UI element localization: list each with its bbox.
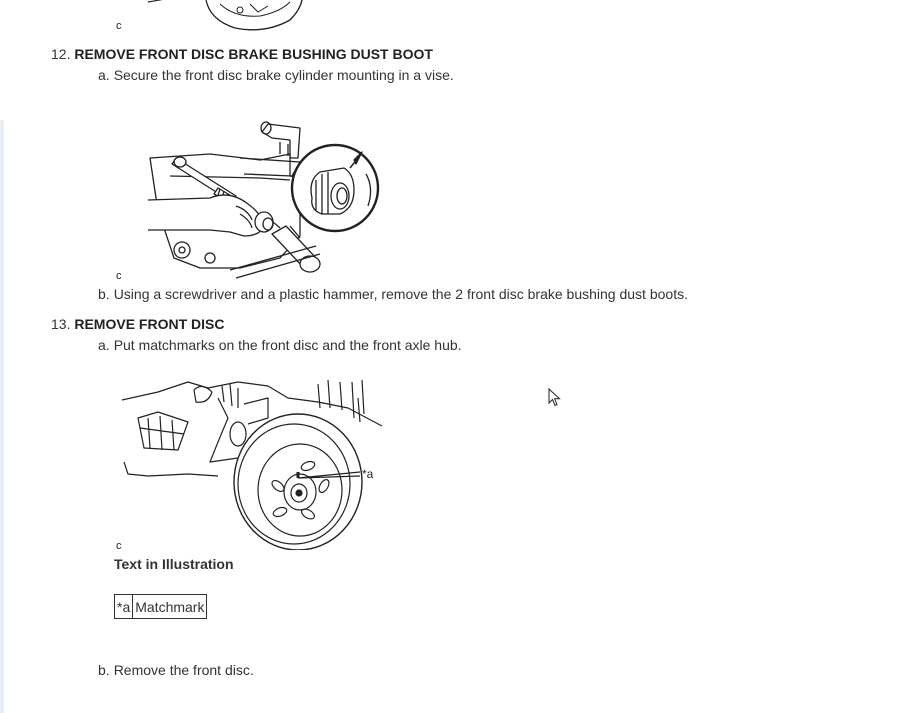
step-number: 12. [51,46,71,62]
step-number: 13. [51,316,71,332]
substep-12b [98,286,688,302]
substep-13b [98,662,254,678]
substep-text: Secure the front disc brake cylinder mounting in a vise. [113,67,454,83]
illustration-front-disc-matchmarks [118,378,388,550]
illustration-dust-boot-removal [140,118,385,280]
legend-table [114,594,207,619]
mouse-pointer-icon [548,388,562,408]
substep-text: Using a screwdriver and a plastic hammer, remove the 2 front disc brake bushing dust boots. [113,286,688,302]
callout-label: *a [362,467,374,481]
substep-letter: b. [98,286,110,302]
figure-code: c [116,540,122,552]
step-title: REMOVE FRONT DISC [74,316,225,332]
legend-code: *a [115,595,133,619]
substep-letter: a. [98,67,110,83]
legend-label: Matchmark [133,595,207,619]
legend-row [115,595,207,619]
step-title: REMOVE FRONT DISC BRAKE BUSHING DUST BOOT [74,46,433,62]
figure-code: c [116,20,122,32]
substep-text: Remove the front disc. [113,662,254,678]
substep-text: Put matchmarks on the front disc and the front axle hub. [113,337,462,353]
substep-13a [98,337,462,353]
legend-title: Text in Illustration [114,556,234,572]
step-12-heading [51,46,433,62]
substep-letter: b. [98,662,110,678]
substep-letter: a. [98,337,110,353]
step-13-heading [51,316,224,332]
substep-12a [98,67,454,83]
figure-code: c [116,270,122,282]
scroll-edge [0,120,4,713]
illustration-previous-step [140,0,320,32]
